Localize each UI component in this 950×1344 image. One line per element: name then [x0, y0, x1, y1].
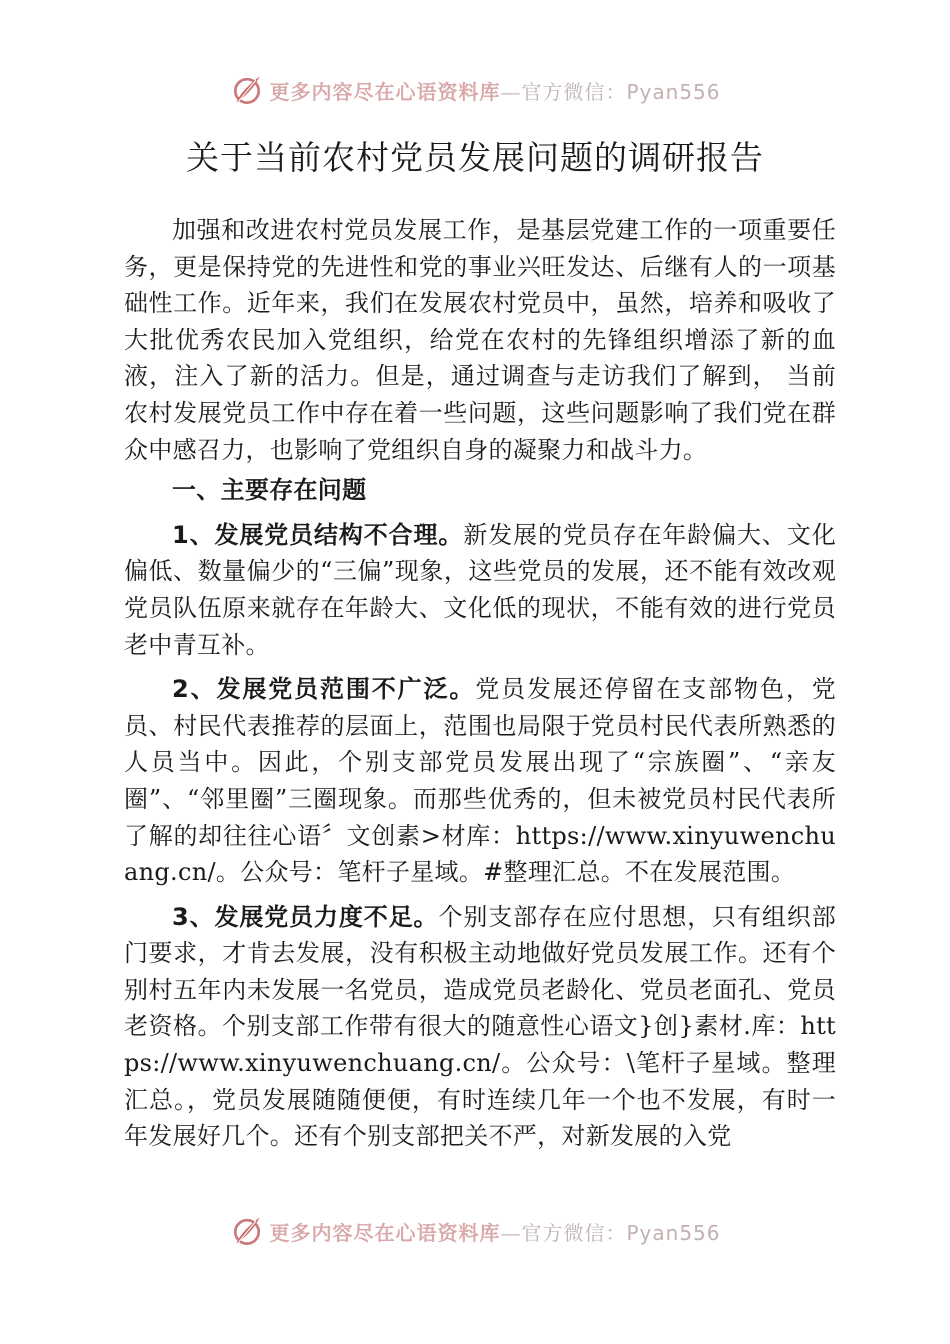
watermark-wechat-label: 官方微信：: [521, 79, 627, 104]
quill-logo-icon: [229, 1213, 265, 1249]
issue-text-1: 新发展的党员存在年龄偏大、文化偏低、数量偏少的“三偏”现象，这些党员的发展，还不能有效改观党员队伍原来就存在年龄大、文化低的现状，不能有效的进行党员老中青互补。: [124, 520, 836, 659]
watermark-wechat-id: Pyan556: [626, 1220, 721, 1245]
section-heading: 一、主要存在问题: [172, 476, 367, 505]
header-watermark: [0, 70, 950, 110]
watermark-separator: —: [500, 79, 522, 104]
issue-title-3: 3、发展党员力度不足。: [172, 902, 439, 931]
issue-text-3: 个别支部存在应付思想，只有组织部门要求，才肯去发展，没有积极主动地做好党员发展工作。还有个别村五年内未发展一名党员，造成党员老龄化、党员老面孔、党员老资格。个别支部工作带有很大的随意性心语文}创}素材.库：https://www.xinyuwenchuang.cn/。公众号：\笔杆子星域。整理汇总。，党员发展随随便便，有时连续几年一个也不发展，有时一年发展好几个。还有个别支部把关不严，对新发展的入党: [124, 902, 836, 1151]
issue-title-1: 1、发展党员结构不合理。: [172, 520, 464, 549]
issue-text-2: 党员发展还停留在支部物色，党员、村民代表推荐的层面上，范围也局限于党员村民代表所熟悉的人员当中。因此，个别支部党员发展出现了“宗族圈”、“亲友圈”、“邻里圈”三圈现象。而那些优秀的，但未被党员村民代表所了解的却往往心语〞文创素>材库：https://www.xinyuwenchuang.cn/。公众号：笔杆子星域。#整理汇总。不在发展范围。: [124, 675, 836, 887]
quill-logo-icon: [229, 72, 265, 108]
watermark-wechat-id: Pyan556: [626, 79, 721, 104]
issue-paragraph-3: [124, 899, 836, 1155]
watermark-lead: 更多内容尽在心语资料库: [269, 79, 501, 104]
issue-paragraph-1: [124, 517, 836, 663]
watermark-text: [269, 76, 720, 105]
document-title: 关于当前农村党员发展问题的调研报告: [186, 138, 764, 177]
issue-paragraph-2: [124, 671, 836, 891]
watermark-text: [269, 1217, 720, 1246]
document-body: [124, 212, 836, 1155]
intro-paragraph: 加强和改进农村党员发展工作，是基层党建工作的一项重要任务，更是保持党的先进性和党的事业兴旺发达、后继有人的一项基础性工作。近年来，我们在发展农村党员中，虽然，培养和吸收了大批优秀农民加入党组织，给党在农村的先锋组织增添了新的血液，注入了新的活力。但是，通过调查与走访我们了解到， 当前农村发展党员工作中存在着一些问题，这些问题影响了我们党在群众中感召力，也影响了党组织自身的凝聚力和战斗力。: [124, 216, 836, 464]
footer-watermark: [0, 1211, 950, 1251]
watermark-wechat-label: 官方微信：: [521, 1220, 627, 1245]
issue-title-2: 2、发展党员范围不广泛。: [172, 675, 476, 704]
watermark-lead: 更多内容尽在心语资料库: [269, 1220, 501, 1245]
watermark-separator: —: [500, 1220, 522, 1245]
